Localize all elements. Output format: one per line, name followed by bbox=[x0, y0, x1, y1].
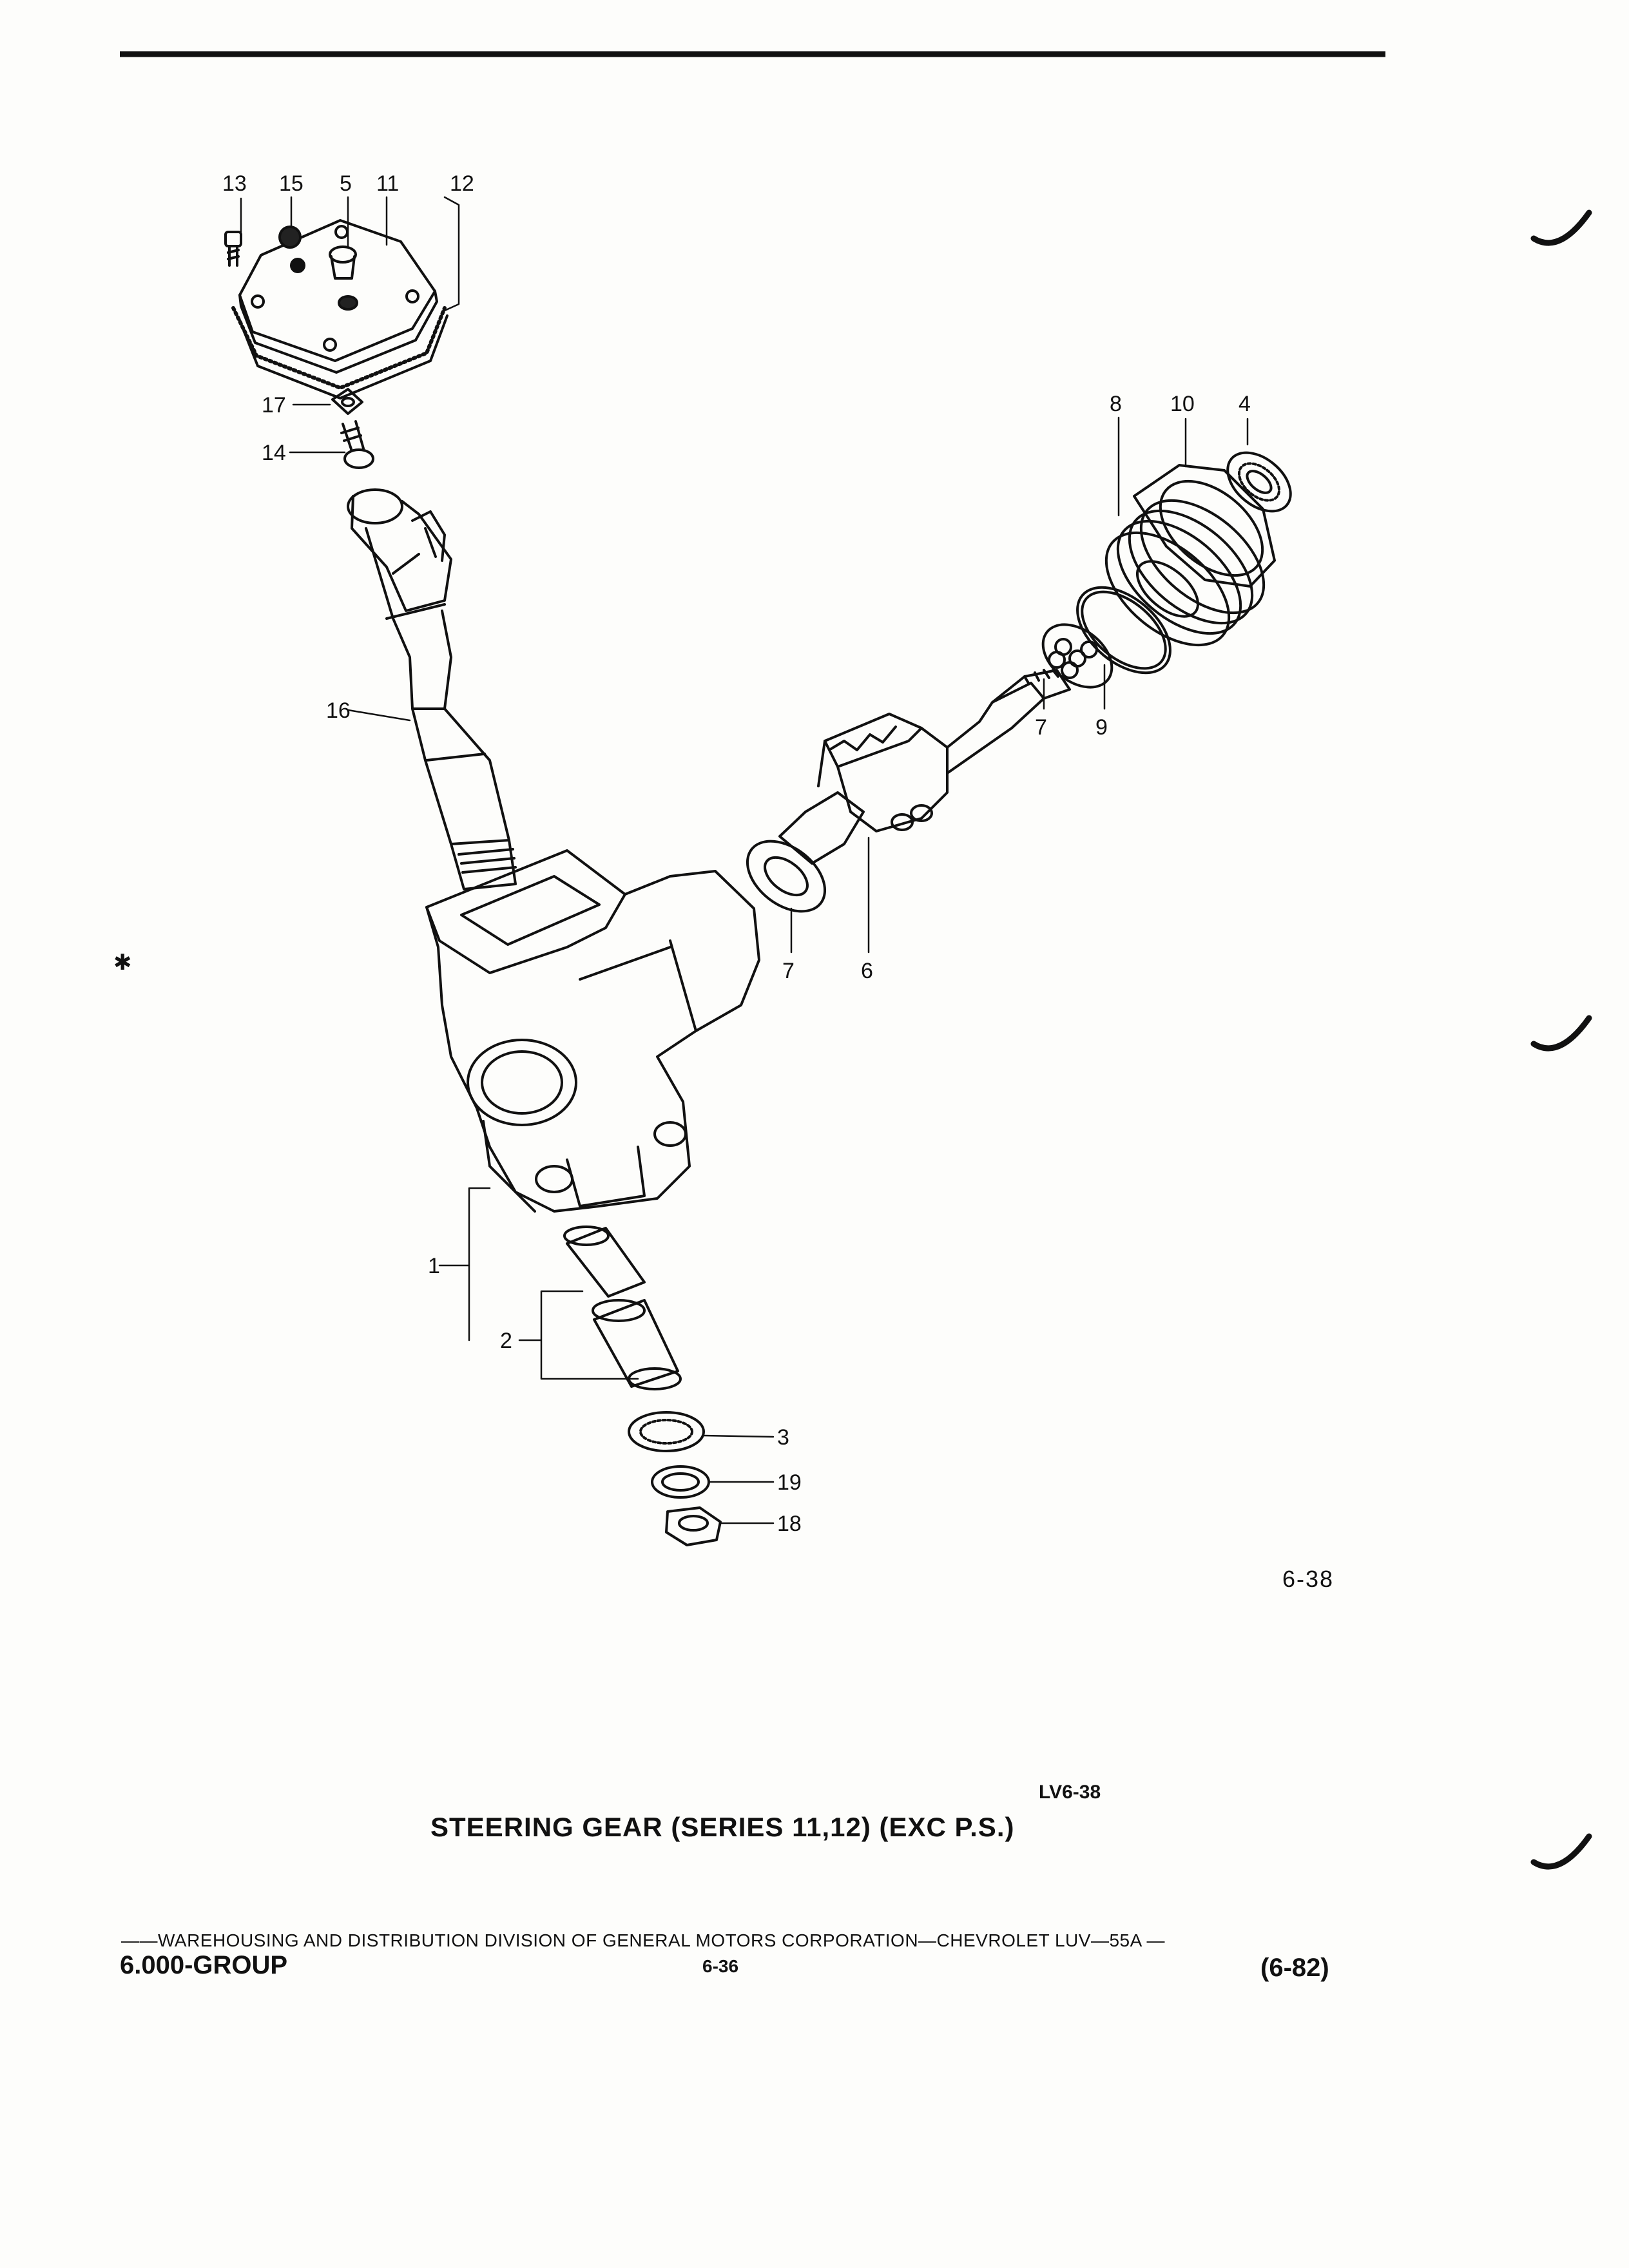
callout-10: 10 bbox=[1170, 392, 1195, 416]
callout-16: 16 bbox=[326, 698, 351, 723]
plug bbox=[280, 227, 300, 247]
callout-4: 4 bbox=[1239, 392, 1251, 416]
callout-8: 8 bbox=[1110, 392, 1122, 416]
callout-7-lower: 7 bbox=[782, 959, 795, 983]
shim bbox=[333, 389, 362, 414]
binder-mark-middle bbox=[1534, 1018, 1589, 1048]
callout-3: 3 bbox=[777, 1425, 789, 1450]
callout-1: 1 bbox=[428, 1254, 440, 1278]
callout-2: 2 bbox=[500, 1329, 512, 1353]
adjuster-screw bbox=[330, 247, 357, 309]
binder-mark-bottom bbox=[1534, 1836, 1589, 1867]
callout-14: 14 bbox=[262, 441, 286, 465]
callout-6: 6 bbox=[861, 959, 873, 983]
callout-12: 12 bbox=[450, 171, 474, 196]
lock-washer bbox=[652, 1466, 709, 1497]
cover-gasket bbox=[233, 308, 447, 398]
stray-mark: ✱ bbox=[113, 950, 132, 975]
footer-date-code: (6-82) bbox=[1260, 1954, 1329, 1982]
callout-11: 11 bbox=[376, 171, 400, 196]
callout-18: 18 bbox=[777, 1512, 802, 1536]
figure-title: STEERING GEAR (SERIES 11,12) (EXC P.S.) bbox=[430, 1812, 1015, 1842]
oil-seal bbox=[629, 1412, 704, 1451]
callout-7-upper: 7 bbox=[1035, 715, 1047, 740]
callout-15: 15 bbox=[279, 171, 304, 196]
sector-shaft bbox=[348, 490, 516, 889]
callout-13: 13 bbox=[222, 171, 247, 196]
adjuster-screw-14 bbox=[342, 421, 373, 468]
side-cover bbox=[240, 220, 437, 372]
pitman-nut bbox=[666, 1508, 720, 1545]
binder-mark-top bbox=[1534, 213, 1589, 243]
callout-17: 17 bbox=[262, 393, 286, 418]
figure-ref-code: LV6-38 bbox=[1039, 1782, 1101, 1803]
gear-housing bbox=[427, 850, 759, 1211]
leader-lines bbox=[241, 197, 1248, 1523]
worm-ball-nut bbox=[780, 670, 1070, 863]
footer-publisher-line: ——WAREHOUSING AND DISTRIBUTION DIVISION OF GENERAL MOTORS CORPORATION—CHEVROLET LUV—55A — bbox=[121, 1930, 1165, 1950]
callout-5: 5 bbox=[340, 171, 352, 196]
footer-page-number: 6-36 bbox=[702, 1956, 739, 1976]
bearing bbox=[1217, 441, 1302, 523]
bushing-lower bbox=[593, 1300, 680, 1389]
callout-19: 19 bbox=[777, 1470, 802, 1495]
figure-id: 6-38 bbox=[1282, 1566, 1335, 1592]
o-ring bbox=[1062, 571, 1186, 690]
footer-group: 6.000-GROUP bbox=[120, 1951, 288, 1979]
callout-labels bbox=[222, 171, 1251, 1536]
callout-9: 9 bbox=[1095, 715, 1108, 740]
bushing-upper bbox=[564, 1227, 644, 1296]
cover-bolt bbox=[226, 232, 241, 265]
